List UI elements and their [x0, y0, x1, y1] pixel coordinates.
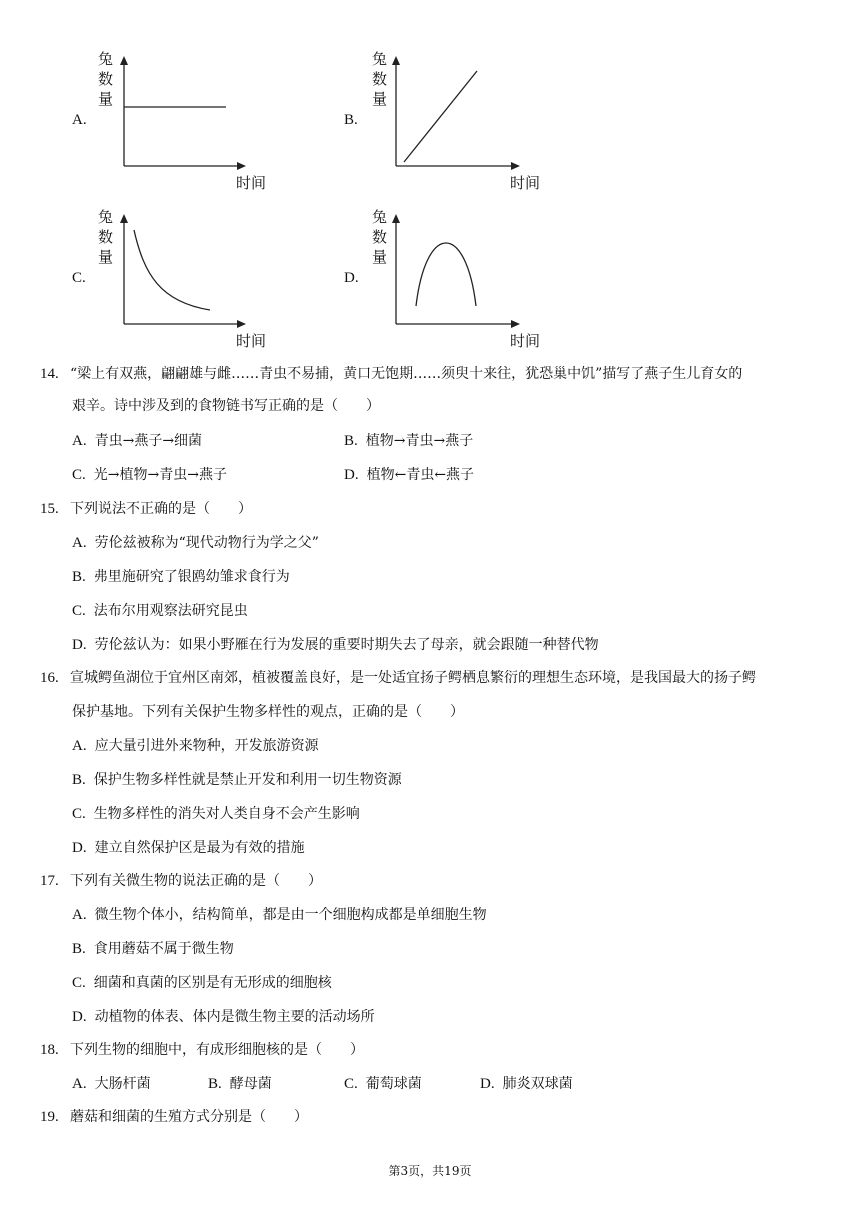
question-19-text-1: 蘑菇和细菌的生殖方式分别是（ ）	[70, 1109, 308, 1125]
question-14-option-a[interactable]: A. 青虫→燕子→细菌	[72, 433, 203, 449]
question-14-number: 14.	[40, 366, 59, 382]
question-17-option-c[interactable]: C. 细菌和真菌的区别是有无形成的细胞核	[72, 975, 332, 991]
question-14-text-1: “梁上有双燕，翩翩雄与雌……青虫不易捕，黄口无饱期……须臾十来往，犹恐巢中饥”描写了燕子生儿育女的	[70, 366, 743, 382]
graph-a-xlabel: 时间	[236, 174, 267, 192]
question-16-number: 16.	[40, 670, 59, 686]
graph-b-ylabel-1: 兔	[372, 50, 388, 68]
graph-b-x-arrow	[511, 162, 520, 170]
question-15-option-b[interactable]: B. 弗里施研究了银鸥幼雏求食行为	[72, 569, 290, 585]
graph-c-y-arrow	[120, 214, 128, 223]
question-16-line-2: 保护基地。下列有关保护生物多样性的观点，正确的是（ ）	[72, 704, 464, 720]
graph-d-y-arrow	[392, 214, 400, 223]
question-18-option-b[interactable]: B. 酵母菌	[208, 1076, 272, 1092]
question-14-line-2: 艰辛。诗中涉及到的食物链书写正确的是（ ）	[72, 398, 380, 414]
question-14-option-d[interactable]: D. 植物←青虫←燕子	[344, 467, 475, 483]
graph-c-letter: C.	[72, 270, 86, 286]
question-18-number: 18.	[40, 1042, 59, 1058]
question-14-option-c[interactable]: C. 光→植物→青虫→燕子	[72, 467, 227, 483]
graph-b	[366, 44, 566, 194]
question-19-line-1	[40, 1107, 308, 1127]
graph-c-ylabel-3: 量	[98, 248, 114, 266]
graph-d-letter: D.	[344, 270, 359, 286]
page-footer: 第3页，共19页	[388, 1164, 472, 1178]
graph-c-ylabel-2: 数	[98, 228, 114, 246]
question-16-option-a[interactable]: A. 应大量引进外来物种，开发旅游资源	[72, 738, 319, 754]
question-17-option-d[interactable]: D. 动植物的体表、体内是微生物主要的活动场所	[72, 1009, 375, 1025]
question-15-option-c[interactable]: C. 法布尔用观察法研究昆虫	[72, 603, 248, 619]
graph-c-xlabel: 时间	[236, 332, 267, 350]
graph-c-curve	[134, 230, 210, 310]
question-17-option-a[interactable]: A. 微生物个体小，结构简单，都是由一个细胞构成都是单细胞生物	[72, 907, 487, 923]
graph-a-letter: A.	[72, 112, 87, 128]
question-14-option-b[interactable]: B. 植物→青虫→燕子	[344, 433, 474, 449]
question-15-number: 15.	[40, 501, 59, 517]
graph-a-y-arrow	[120, 56, 128, 65]
question-18-option-d[interactable]: D. 肺炎双球菌	[480, 1076, 573, 1092]
graph-d-xlabel: 时间	[510, 332, 541, 350]
graph-b-curve	[404, 71, 477, 162]
question-19-number: 19.	[40, 1109, 59, 1125]
graph-d-ylabel-2: 数	[372, 228, 388, 246]
graph-c-ylabel-1: 兔	[98, 208, 114, 226]
graph-b-ylabel-3: 量	[372, 90, 388, 108]
question-17-option-b[interactable]: B. 食用蘑菇不属于微生物	[72, 941, 234, 957]
question-17-text-1: 下列有关微生物的说法正确的是（ ）	[70, 873, 322, 889]
graph-b-y-arrow	[392, 56, 400, 65]
question-14-line-1	[40, 364, 742, 384]
question-15-text-1: 下列说法不正确的是（ ）	[70, 501, 252, 517]
graph-a-ylabel-1: 兔	[98, 50, 114, 68]
graph-d-x-arrow	[511, 320, 520, 328]
graph-b-ylabel-2: 数	[372, 70, 388, 88]
graph-c-x-arrow	[237, 320, 246, 328]
question-18-text-1: 下列生物的细胞中，有成形细胞核的是（ ）	[70, 1042, 364, 1058]
graph-d-ylabel-3: 量	[372, 248, 388, 266]
graph-d-curve	[416, 243, 476, 306]
question-18-option-c[interactable]: C. 葡萄球菌	[344, 1076, 422, 1092]
question-16-option-b[interactable]: B. 保护生物多样性就是禁止开发和利用一切生物资源	[72, 772, 402, 788]
question-15-option-a[interactable]: A. 劳伦兹被称为“现代动物行为学之父”	[72, 535, 319, 551]
question-18-line-1	[40, 1040, 364, 1060]
question-16-text-1: 宣城鳄鱼湖位于宜州区南郊，植被覆盖良好，是一处适宜扬子鳄栖息繁衍的理想生态环境，是我国最大的扬子鳄	[70, 670, 756, 686]
question-16-option-d[interactable]: D. 建立自然保护区是最为有效的措施	[72, 840, 305, 856]
graph-a	[92, 44, 292, 194]
graph-d-ylabel-1: 兔	[372, 208, 388, 226]
graph-b-xlabel: 时间	[510, 174, 541, 192]
graph-a-ylabel-3: 量	[98, 90, 114, 108]
question-16-option-c[interactable]: C. 生物多样性的消失对人类自身不会产生影响	[72, 806, 360, 822]
question-17-number: 17.	[40, 873, 59, 889]
question-16-line-1	[40, 668, 756, 688]
graph-b-letter: B.	[344, 112, 358, 128]
graph-c	[92, 202, 292, 352]
question-18-option-a[interactable]: A. 大肠杆菌	[72, 1076, 151, 1092]
graph-a-x-arrow	[237, 162, 246, 170]
graph-d	[366, 202, 566, 352]
graph-a-ylabel-2: 数	[98, 70, 114, 88]
question-17-line-1	[40, 871, 322, 891]
question-15-option-d[interactable]: D. 劳伦兹认为：如果小野雁在行为发展的重要时期失去了母亲，就会跟随一种替代物	[72, 637, 599, 653]
question-15-line-1	[40, 499, 252, 519]
